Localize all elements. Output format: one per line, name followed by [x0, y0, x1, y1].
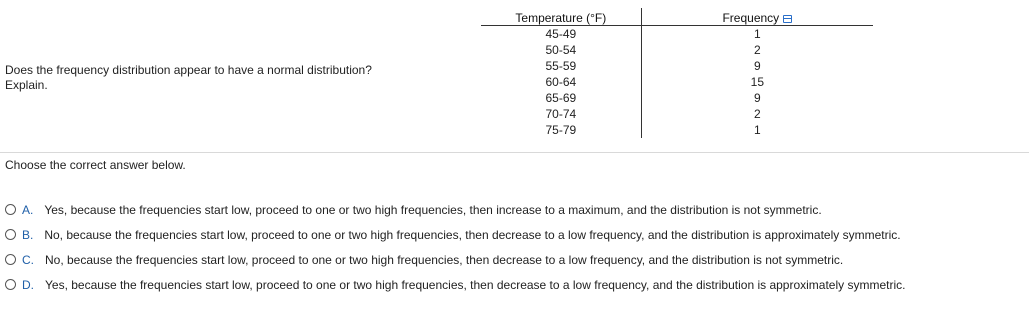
option-b[interactable] — [5, 222, 905, 247]
frequency-header-label: Frequency — [722, 11, 780, 25]
temperature-cell: 50-54 — [481, 42, 641, 58]
option-text-d[interactable]: Yes, because the frequencies start low, proceed to one or two high frequencies, then decrease to a low frequency, and the distribution is approximately symmetric. — [45, 277, 906, 292]
temperature-cell: 45-49 — [481, 26, 641, 43]
frequency-cell: 1 — [753, 123, 761, 137]
frequency-cell: 1 — [753, 27, 761, 41]
temperature-cell: 55-59 — [481, 58, 641, 74]
table-row — [481, 26, 873, 43]
radio-button-d[interactable] — [5, 279, 16, 290]
frequency-cell: 2 — [753, 107, 761, 121]
frequency-cell: 9 — [753, 59, 761, 73]
option-d[interactable] — [5, 272, 905, 297]
option-a[interactable] — [5, 197, 905, 222]
temperature-cell: 60-64 — [481, 74, 641, 90]
table-row — [481, 42, 873, 58]
question-text — [5, 63, 425, 93]
table-row — [481, 74, 873, 90]
temperature-cell: 75-79 — [481, 122, 641, 138]
option-text-a[interactable]: Yes, because the frequencies start low, proceed to one or two high frequencies, then increase to a maximum, and the distribution is not symmetric. — [44, 202, 822, 217]
radio-button-b[interactable] — [5, 229, 16, 240]
frequency-cell: 15 — [750, 75, 764, 89]
option-letter-b: B. — [22, 227, 34, 242]
option-letter-a: A. — [22, 202, 34, 217]
frequency-cell: 2 — [753, 43, 761, 57]
copy-data-icon[interactable] — [783, 15, 792, 23]
temperature-cell: 70-74 — [481, 106, 641, 122]
frequency-header — [641, 8, 873, 26]
radio-button-c[interactable] — [5, 254, 16, 265]
option-c[interactable] — [5, 247, 905, 272]
table-row — [481, 122, 873, 138]
option-letter-c: C. — [22, 252, 34, 267]
question-line-1: Does the frequency distribution appear to have a normal distribution? — [5, 63, 372, 77]
table-row — [481, 90, 873, 106]
option-text-b[interactable]: No, because the frequencies start low, proceed to one or two high frequencies, then decrease to a low frequency, and the distribution is approximately symmetric. — [44, 227, 901, 242]
table-header-row — [481, 8, 873, 26]
frequency-cell: 9 — [753, 91, 761, 105]
table-row — [481, 106, 873, 122]
table-row — [481, 58, 873, 74]
option-text-c[interactable]: No, because the frequencies start low, proceed to one or two high frequencies, then decrease to a low frequency, and the distribution is not symmetric. — [45, 252, 844, 267]
option-letter-d: D. — [22, 277, 34, 292]
section-divider — [0, 152, 1029, 153]
radio-button-a[interactable] — [5, 204, 16, 215]
answer-options — [5, 197, 905, 297]
answer-instruction: Choose the correct answer below. — [5, 158, 186, 172]
temperature-header-label: Temperature (°F) — [515, 11, 607, 25]
temperature-cell: 65-69 — [481, 90, 641, 106]
frequency-table — [481, 8, 873, 138]
temperature-header — [481, 8, 641, 26]
question-line-2: Explain. — [5, 78, 48, 92]
